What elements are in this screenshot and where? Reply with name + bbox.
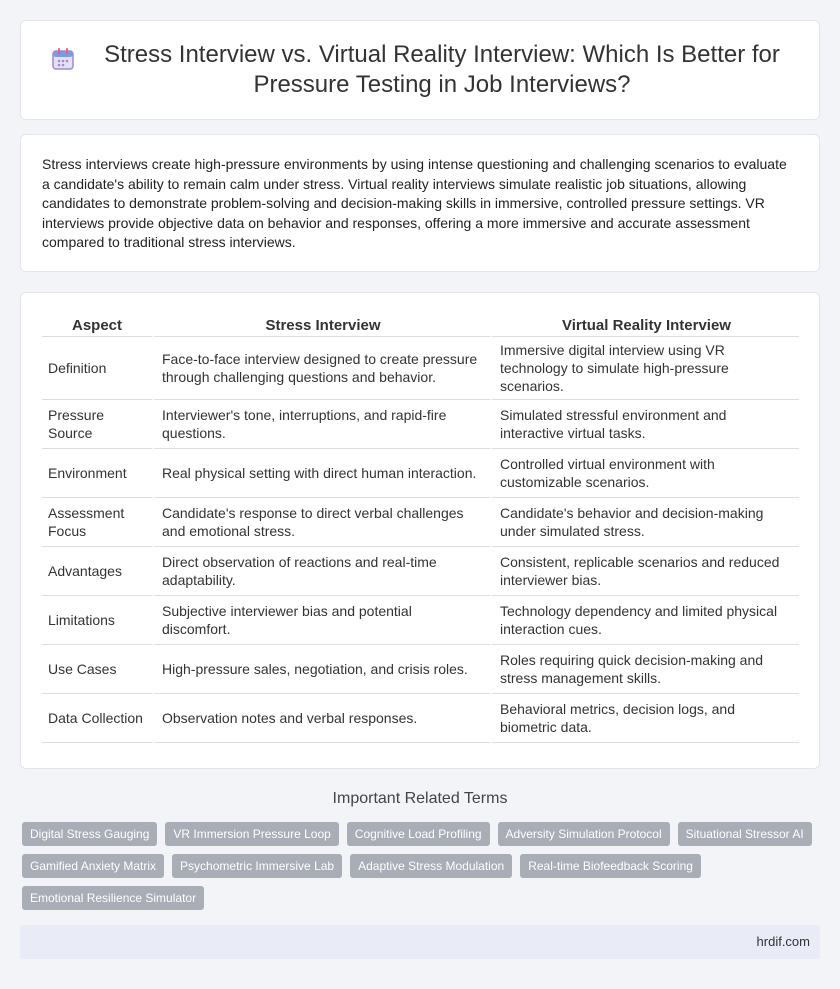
row-aspect: Pressure Source: [42, 400, 152, 449]
table-row: [42, 498, 799, 547]
related-term-tag[interactable]: Emotional Resilience Simulator: [22, 886, 204, 910]
title-card: [20, 20, 820, 120]
comparison-card: [20, 292, 820, 769]
related-term-tag[interactable]: Gamified Anxiety Matrix: [22, 854, 164, 878]
comparison-table: [42, 311, 799, 743]
row-aspect: Assessment Focus: [42, 498, 152, 547]
related-term-tag[interactable]: VR Immersion Pressure Loop: [165, 822, 338, 846]
row-vr: Immersive digital interview using VR technology to simulate high-pressure scenarios.: [490, 337, 799, 400]
page-title: Stress Interview vs. Virtual Reality Interview: Which Is Better for Pressure Testing in Job Interviews?: [104, 41, 780, 98]
related-term-tag[interactable]: Cognitive Load Profiling: [347, 822, 490, 846]
row-stress: Interviewer's tone, interruptions, and rapid-fire questions.: [152, 400, 490, 449]
footer-site-link[interactable]: hrdif.com: [756, 934, 810, 949]
row-stress: Real physical setting with direct human interaction.: [152, 449, 490, 498]
table-row: [42, 547, 799, 596]
table-row: [42, 400, 799, 449]
row-aspect: Data Collection: [42, 694, 152, 743]
header-aspect: Aspect: [42, 311, 152, 337]
row-stress: Observation notes and verbal responses.: [152, 694, 490, 743]
row-stress: Direct observation of reactions and real-time adaptability.: [152, 547, 490, 596]
row-stress: Subjective interviewer bias and potential discomfort.: [152, 596, 490, 645]
row-stress: Candidate's response to direct verbal challenges and emotional stress.: [152, 498, 490, 547]
table-row: [42, 449, 799, 498]
row-vr: Roles requiring quick decision-making and stress management skills.: [490, 645, 799, 694]
related-term-tag[interactable]: Situational Stressor AI: [678, 822, 812, 846]
related-term-tag[interactable]: Real-time Biofeedback Scoring: [520, 854, 701, 878]
row-vr: Consistent, replicable scenarios and reduced interviewer bias.: [490, 547, 799, 596]
table-row: [42, 337, 799, 400]
table-row: [42, 694, 799, 743]
row-aspect: Use Cases: [42, 645, 152, 694]
related-terms-list: [22, 822, 822, 918]
row-aspect: Definition: [42, 337, 152, 400]
row-stress: Face-to-face interview designed to create pressure through challenging questions and behavior.: [152, 337, 490, 400]
related-term-tag[interactable]: Digital Stress Gauging: [22, 822, 157, 846]
header-vr-interview: Virtual Reality Interview: [490, 311, 799, 337]
related-term-tag[interactable]: Adversity Simulation Protocol: [498, 822, 670, 846]
related-term-tag[interactable]: Adaptive Stress Modulation: [350, 854, 512, 878]
table-row: [42, 645, 799, 694]
calendar-icon: [50, 46, 76, 72]
related-term-tag[interactable]: Psychometric Immersive Lab: [172, 854, 342, 878]
header-stress-interview: Stress Interview: [152, 311, 490, 337]
row-aspect: Environment: [42, 449, 152, 498]
row-vr: Candidate's behavior and decision-making under simulated stress.: [490, 498, 799, 547]
row-aspect: Advantages: [42, 547, 152, 596]
footer: [20, 925, 820, 959]
row-vr: Controlled virtual environment with customizable scenarios.: [490, 449, 799, 498]
table-header-row: [42, 311, 799, 337]
row-stress: High-pressure sales, negotiation, and crisis roles.: [152, 645, 490, 694]
row-vr: Simulated stressful environment and interactive virtual tasks.: [490, 400, 799, 449]
related-terms-title: Important Related Terms: [332, 790, 508, 807]
row-vr: Technology dependency and limited physical interaction cues.: [490, 596, 799, 645]
intro-paragraph: Stress interviews create high-pressure environments by using intense questioning and challenging scenarios to evaluate a candidate's ability to remain calm under stress. Virtual reality interviews simulate realistic job situations, allowing candidates to demonstrate problem-solving and decision-making skills in immersive, controlled pressure settings. VR interviews provide objective data on behavior and responses, offering a more immersive and accurate assessment compared to traditional stress interviews.: [42, 156, 787, 250]
intro-card: [20, 134, 820, 272]
table-row: [42, 596, 799, 645]
row-vr: Behavioral metrics, decision logs, and biometric data.: [490, 694, 799, 743]
row-aspect: Limitations: [42, 596, 152, 645]
